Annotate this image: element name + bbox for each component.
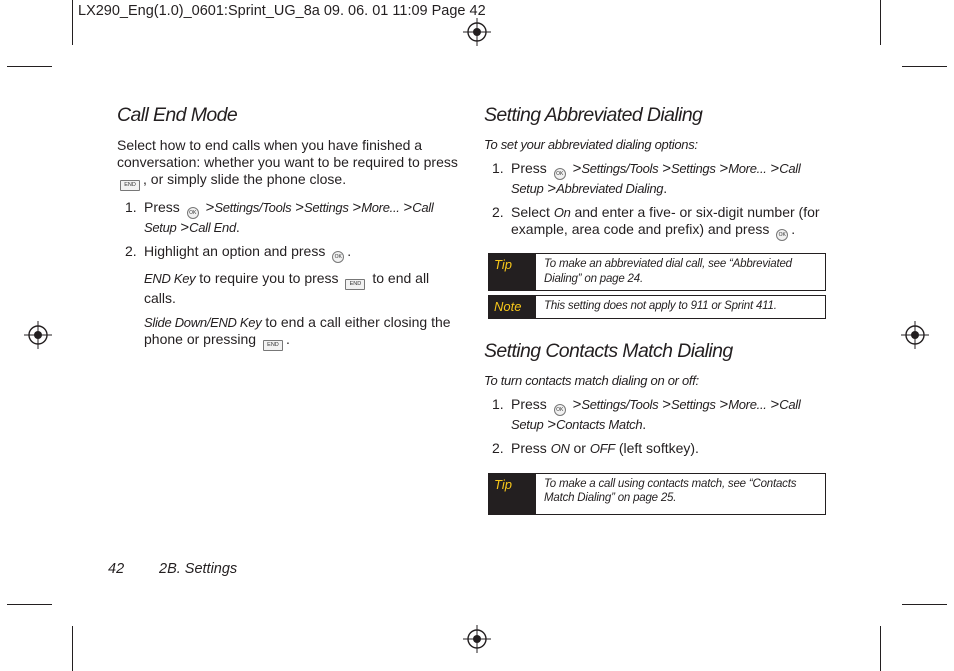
crop-mark-tr-v <box>880 0 881 45</box>
contacts-match-intro: To turn contacts match dialing on or off: <box>484 372 699 388</box>
registration-mark-bottom-icon <box>463 625 491 653</box>
call-end-step-1: 1. Press OK >Settings/Tools >Settings >More... >Call Setup >Call End. <box>125 199 434 236</box>
crop-mark-tr-h <box>902 66 947 67</box>
note-box-abbreviated <box>488 295 826 319</box>
crop-mark-br-h <box>902 604 947 605</box>
tip-box-abbreviated <box>488 253 826 291</box>
section-title-call-end-mode: Call End Mode <box>117 104 238 126</box>
crop-mark-br-v <box>880 626 881 671</box>
crop-mark-bl-h <box>7 604 52 605</box>
tip-label: Tip <box>489 474 536 514</box>
tip-box-contacts-match <box>488 473 826 515</box>
print-slug: LX290_Eng(1.0)_0601:Sprint_UG_8a 09. 06. 01 11:09 Page 42 <box>78 3 486 19</box>
contacts-match-step-1: 1. Press OK >Settings/Tools >Settings >More... >Call Setup >Contacts Match. <box>492 395 801 433</box>
end-key-icon: END <box>263 340 283 351</box>
tip-text: To make a call using contacts match, see “Contacts Match Dialing” on page 25. <box>544 477 797 504</box>
left-column <box>117 104 462 358</box>
call-end-step-2: 2. Highlight an option and press OK . <box>117 243 462 263</box>
section-title-contacts-match: Setting Contacts Match Dialing <box>484 339 733 362</box>
registration-mark-left-icon <box>24 321 52 349</box>
section-name: 2B. Settings <box>159 561 238 577</box>
crop-mark-tl-h <box>7 66 52 67</box>
abbreviated-step-2: 2. Select On and enter a five- or six-digit number (for example, area code and prefix) and press OK . <box>484 204 826 241</box>
option-slide-down-end-key: Slide Down/END Key to end a call either closing the phone or pressing END . <box>117 314 462 351</box>
registration-mark-right-icon <box>901 321 929 349</box>
menu-ok-key-icon: OK <box>776 229 788 241</box>
abbreviated-dialing-intro: To set your abbreviated dialing options: <box>484 137 698 152</box>
crop-mark-bl-v <box>72 626 73 671</box>
note-text: This setting does not apply to 911 or Sprint 411. <box>544 300 777 312</box>
tip-label: Tip <box>489 254 536 290</box>
crop-mark-tl-v <box>72 0 73 45</box>
tip-text: To make an abbreviated dial call, see “Abbreviated Dialing” on page 24. <box>544 258 792 285</box>
call-end-intro: Select how to end calls when you have finished a conversation: whether you want to be required to press END , or simply slide the phone close. <box>117 137 462 191</box>
menu-ok-key-icon: OK <box>554 168 566 180</box>
end-key-icon: END <box>120 180 140 191</box>
menu-ok-key-icon: OK <box>187 207 199 219</box>
note-label: Note <box>489 296 536 318</box>
abbreviated-step-1: 1. Press OK >Settings/Tools >Settings >More... >Call Setup >Abbreviated Dialing. <box>492 160 801 197</box>
menu-ok-key-icon: OK <box>332 251 344 263</box>
section-title-abbreviated-dialing: Setting Abbreviated Dialing <box>484 104 703 126</box>
end-key-icon: END <box>345 279 365 290</box>
option-end-key: END Key to require you to press END to end all calls. <box>144 270 430 306</box>
registration-mark-top-icon <box>463 18 491 46</box>
right-column <box>484 104 826 515</box>
contacts-match-step-2: 2. Press ON or OFF (left softkey). <box>492 439 699 456</box>
page-number: 42 <box>108 561 125 577</box>
menu-ok-key-icon: OK <box>554 404 566 416</box>
